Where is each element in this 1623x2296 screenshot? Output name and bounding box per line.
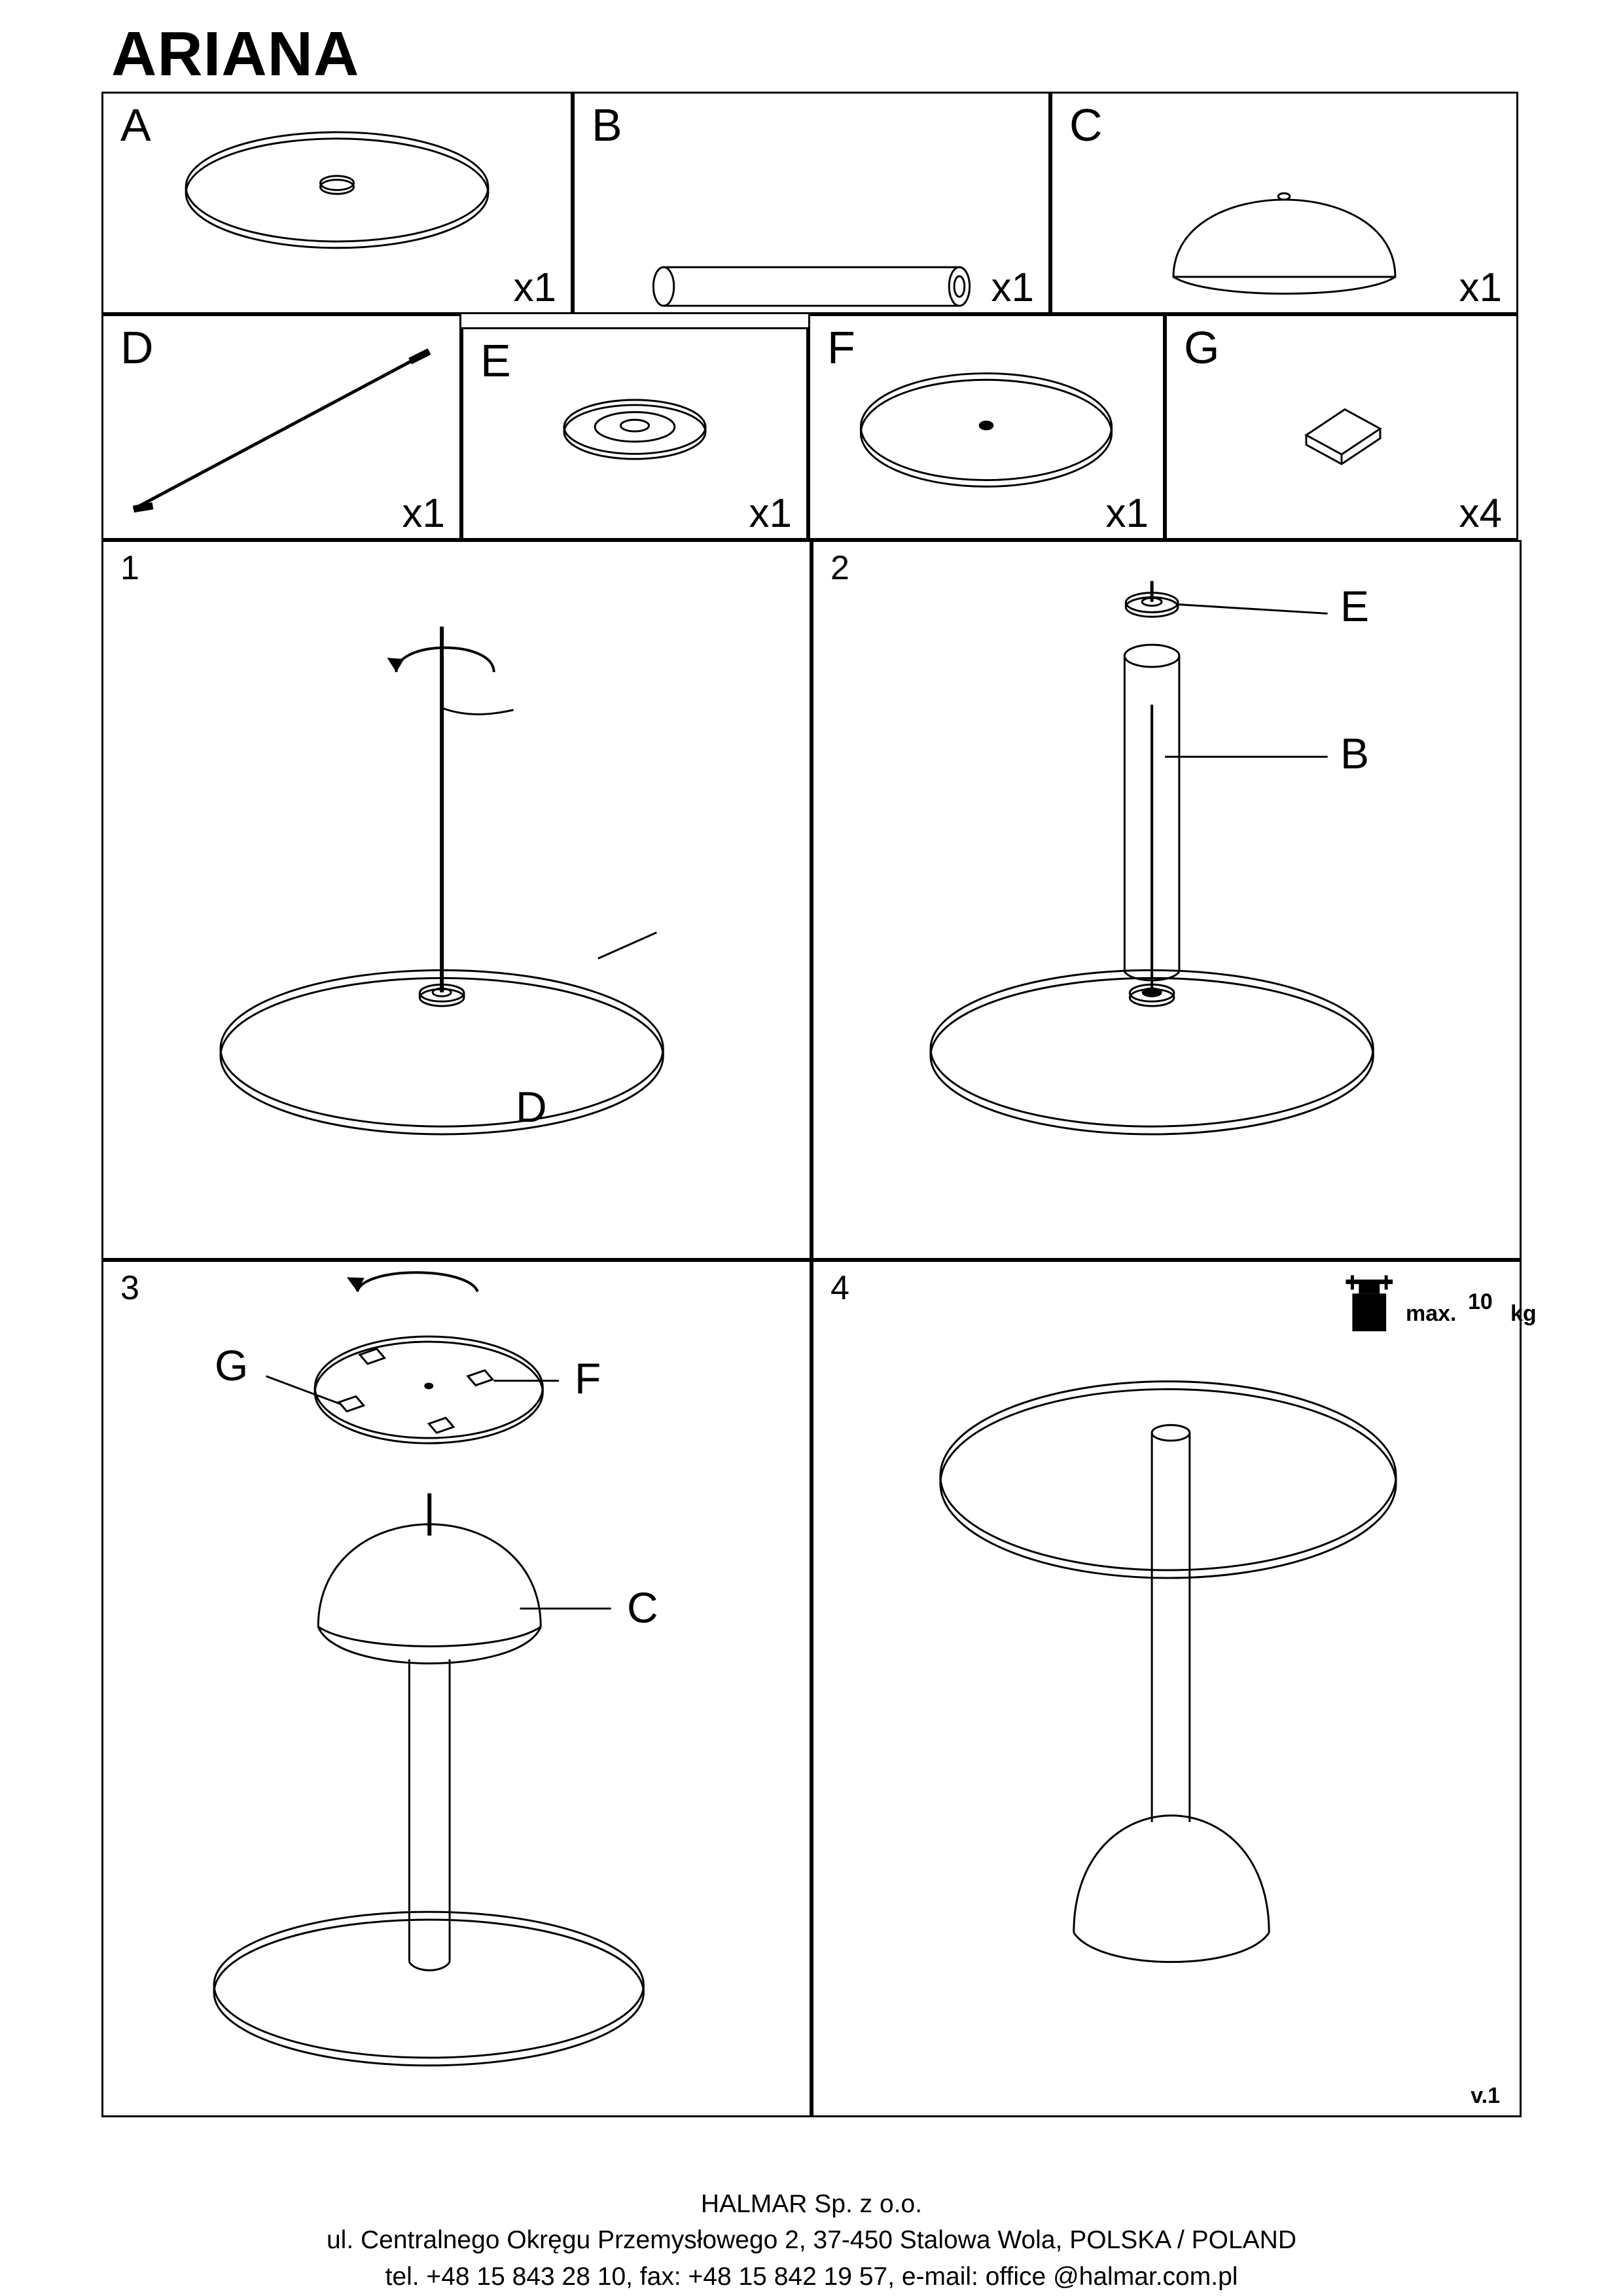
cylindrical-column-tube-icon bbox=[575, 94, 1048, 312]
step-2-label-E: E bbox=[1340, 582, 1370, 630]
part-letter-B: B bbox=[592, 99, 622, 151]
part-box-B bbox=[573, 92, 1050, 314]
step-1-label-D: D bbox=[516, 1083, 547, 1131]
step-3-diagram bbox=[103, 1262, 810, 2115]
footer-company: HALMAR Sp. z o.o. bbox=[700, 2190, 923, 2218]
footer bbox=[0, 2186, 1623, 2295]
part-box-G bbox=[1165, 314, 1518, 540]
step-box-2 bbox=[812, 540, 1522, 1260]
footer-address: ul. Centralnego Okręgu Przemysłowego 2, 37-450 Stalowa Wola, POLSKA / POLAND bbox=[326, 2226, 1297, 2255]
part-letter-A: A bbox=[120, 99, 151, 151]
step-number-4: 4 bbox=[830, 1269, 849, 1307]
max-load-value: 10 bbox=[1468, 1289, 1493, 1314]
round-table-base-disc-icon bbox=[103, 94, 571, 312]
part-qty-F: x1 bbox=[1105, 491, 1149, 536]
part-qty-G: x4 bbox=[1459, 491, 1502, 536]
part-letter-F: F bbox=[827, 322, 855, 373]
part-qty-A: x1 bbox=[513, 265, 556, 310]
version-mark: v.1 bbox=[1471, 2083, 1500, 2108]
step-3-label-C: C bbox=[627, 1583, 658, 1632]
step-2-label-B: B bbox=[1340, 729, 1370, 778]
part-box-F bbox=[808, 314, 1165, 540]
step-1-diagram bbox=[103, 542, 810, 1258]
part-letter-G: G bbox=[1184, 322, 1220, 373]
dome-shade-cover-icon bbox=[1052, 94, 1516, 312]
part-box-D bbox=[101, 314, 461, 540]
step-number-3: 3 bbox=[120, 1269, 139, 1307]
part-qty-E: x1 bbox=[749, 491, 792, 536]
step-2-diagram bbox=[813, 542, 1520, 1258]
step-3-label-F: F bbox=[575, 1354, 601, 1403]
max-load-prefix: max. bbox=[1406, 1301, 1457, 1326]
part-box-A bbox=[101, 92, 573, 314]
part-letter-C: C bbox=[1069, 99, 1103, 151]
part-letter-E: E bbox=[480, 335, 511, 386]
part-letter-D: D bbox=[120, 322, 154, 373]
step-box-4 bbox=[812, 1260, 1537, 2117]
part-box-E bbox=[461, 327, 808, 540]
step-3-label-G: G bbox=[215, 1341, 249, 1390]
step-4-diagram bbox=[813, 1262, 1520, 2115]
part-qty-D: x1 bbox=[402, 491, 445, 536]
max-load-unit: kg bbox=[1510, 1301, 1537, 1326]
page-title: ARIANA bbox=[111, 19, 360, 89]
step-box-1 bbox=[101, 540, 812, 1260]
step-box-3 bbox=[101, 1260, 812, 2117]
part-qty-B: x1 bbox=[991, 265, 1034, 310]
step-number-1: 1 bbox=[120, 549, 139, 587]
step-number-2: 2 bbox=[830, 549, 849, 587]
footer-contact: tel. +48 15 843 28 10, fax: +48 15 842 19 57, e-mail: office @halmar.com.pl bbox=[385, 2262, 1238, 2291]
part-qty-C: x1 bbox=[1459, 265, 1502, 310]
part-box-C bbox=[1050, 92, 1518, 314]
